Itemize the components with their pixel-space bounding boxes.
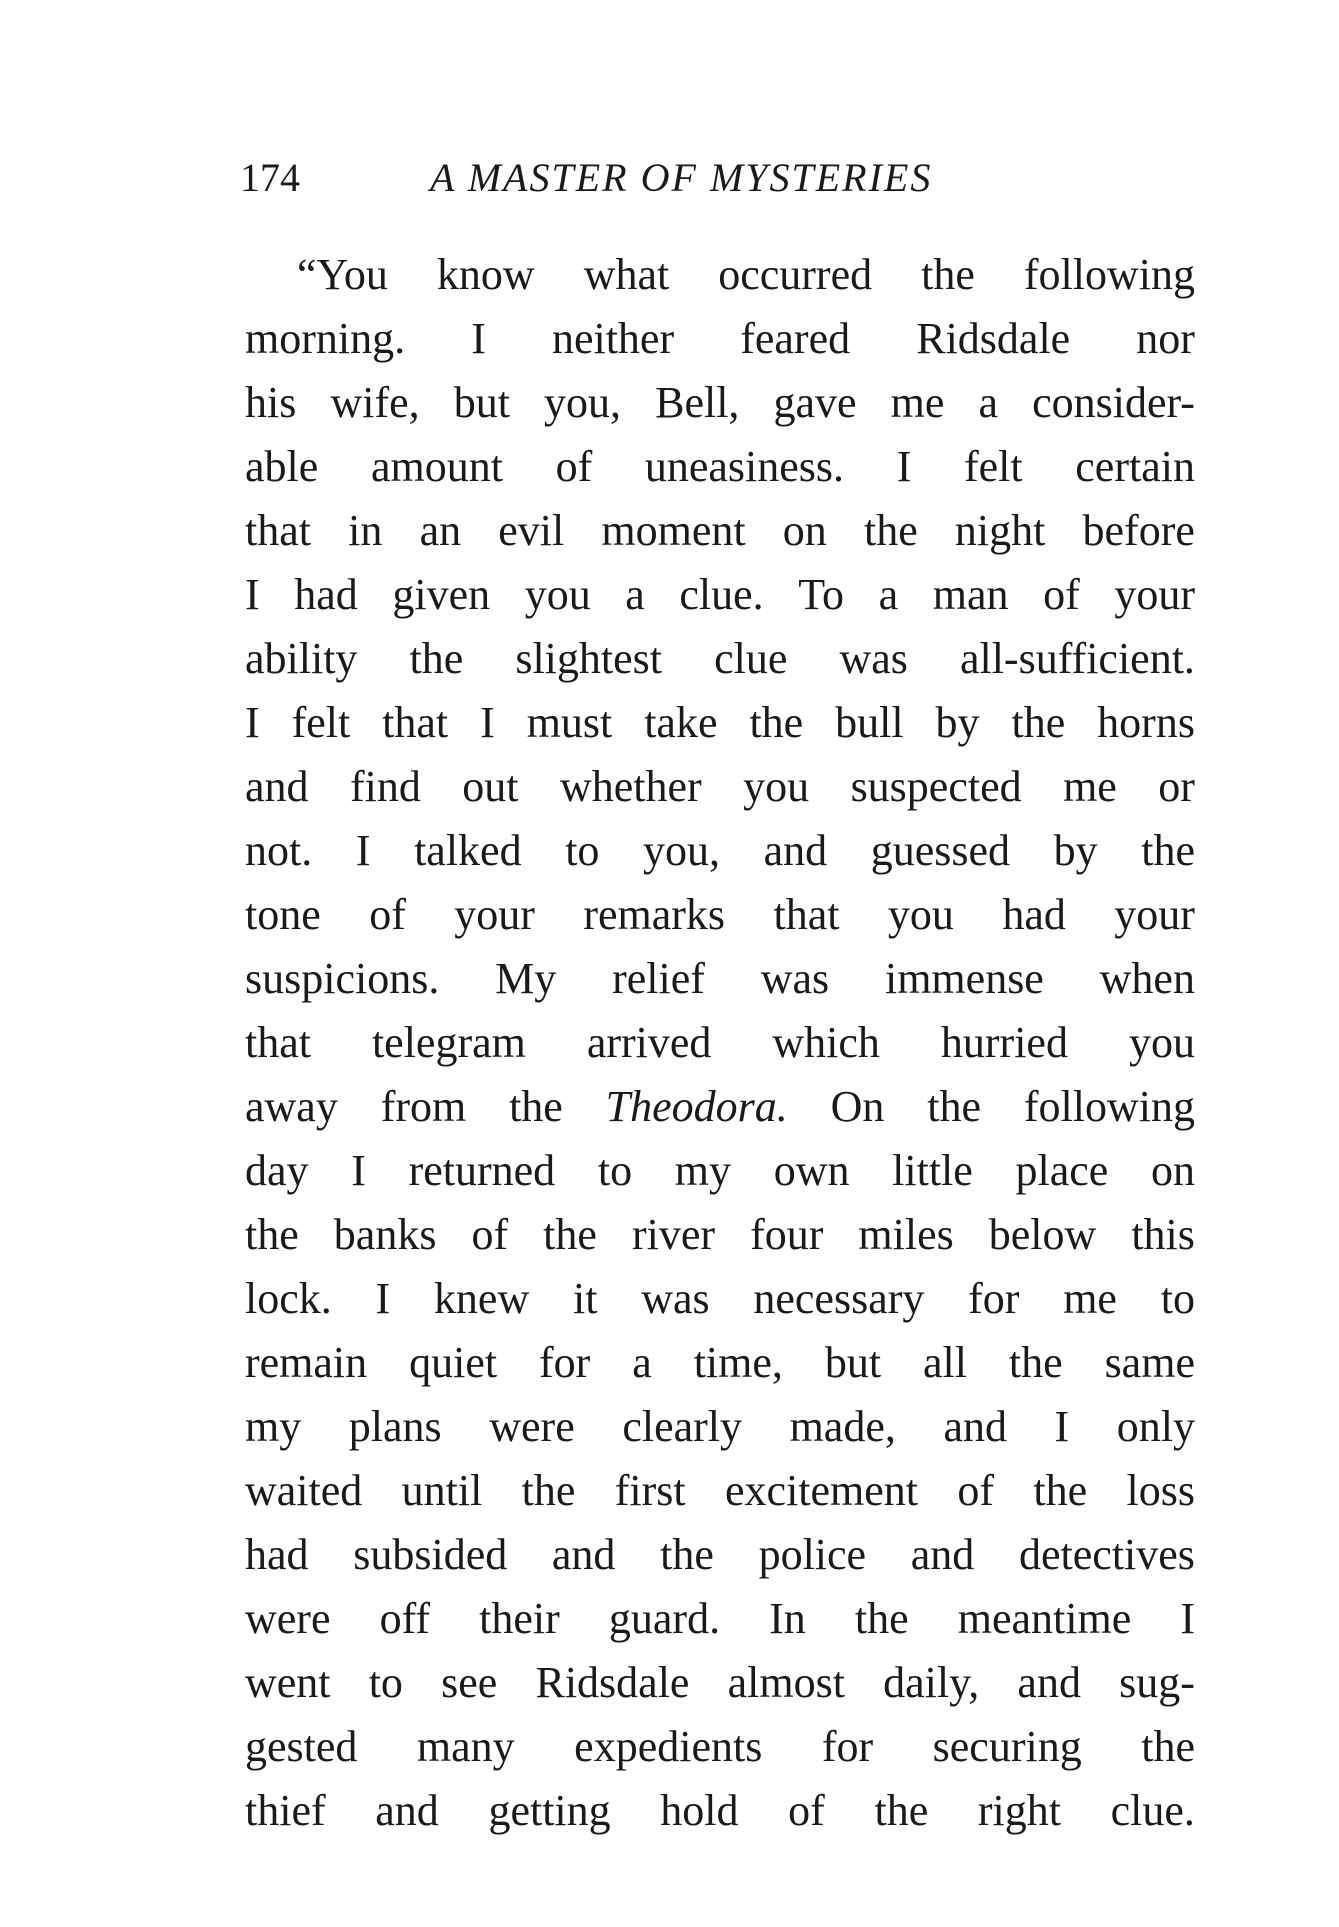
text-line: lock. I knew it was necessary for me to: [245, 1274, 1195, 1323]
text-line: I felt that I must take the bull by the horns: [245, 698, 1195, 747]
text-line: remain quiet for a time, but all the same: [245, 1338, 1195, 1387]
text-line: tone of your remarks that you had your: [245, 890, 1195, 939]
text-line: able amount of uneasiness. I felt certain: [245, 442, 1195, 491]
text-line: gested many expedients for securing the: [245, 1722, 1195, 1771]
body-text: [245, 243, 1195, 1843]
text-line: his wife, but you, Bell, gave me a consider-: [245, 378, 1195, 427]
text-line: morning. I neither feared Ridsdale nor: [245, 314, 1195, 363]
text-line: day I returned to my own little place on: [245, 1146, 1195, 1195]
text-line: away from the Theodora. On the following: [245, 1082, 1195, 1131]
text-line: were off their guard. In the meantime I: [245, 1594, 1195, 1643]
running-head: [240, 150, 1200, 206]
page-number: 174: [240, 155, 300, 200]
text-line: had subsided and the police and detectives: [245, 1530, 1195, 1579]
text-line: that in an evil moment on the night before: [245, 506, 1195, 555]
text-line: thief and getting hold of the right clue.: [245, 1786, 1195, 1835]
text-line: and find out whether you suspected me or: [245, 762, 1195, 811]
text-line: the banks of the river four miles below this: [245, 1210, 1195, 1259]
text-line: “You know what occurred the following: [297, 250, 1195, 299]
text-line: I had given you a clue. To a man of your: [245, 570, 1195, 619]
text-line: went to see Ridsdale almost daily, and sug-: [245, 1658, 1195, 1707]
text-line: my plans were clearly made, and I only: [245, 1402, 1195, 1451]
text-line: not. I talked to you, and guessed by the: [245, 826, 1195, 875]
running-title: A MASTER OF MYSTERIES: [430, 155, 933, 200]
text-line: ability the slightest clue was all-sufficient.: [245, 634, 1195, 683]
text-line: that telegram arrived which hurried you: [245, 1018, 1195, 1067]
text-line: waited until the first excitement of the loss: [245, 1466, 1195, 1515]
text-line: suspicions. My relief was immense when: [245, 954, 1195, 1003]
